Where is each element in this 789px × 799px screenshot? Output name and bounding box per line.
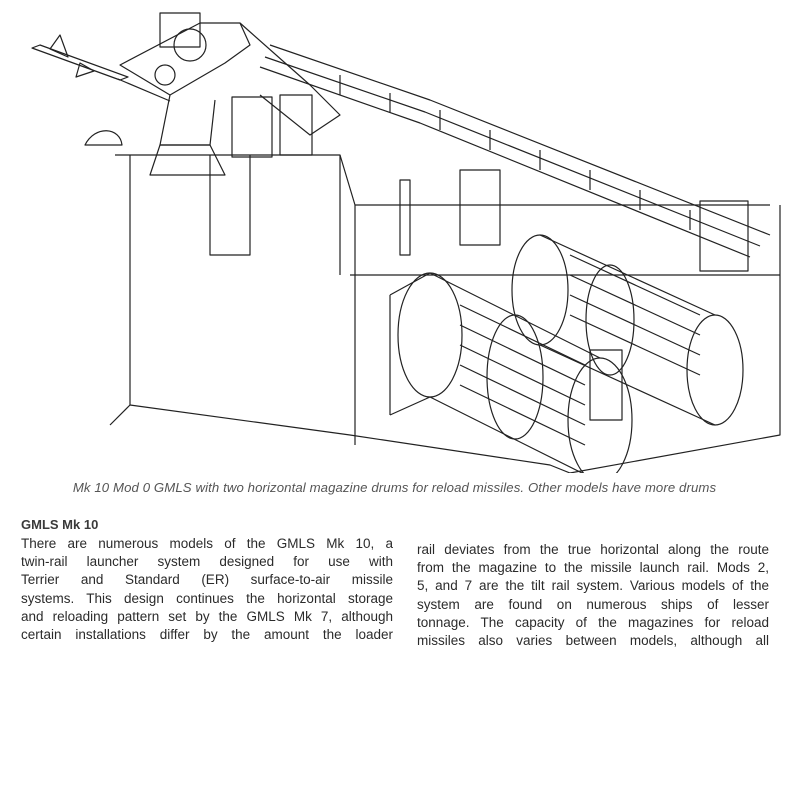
body-line: tonnage. The capacity of the magazines for reload: [417, 614, 769, 630]
launcher-system-illustration: [10, 5, 785, 473]
body-line: from the magazine to the missile launch rail. Mods 2,: [417, 560, 769, 576]
launcher-arm-drawing: [120, 13, 340, 145]
deck-cutaway-drawing: [110, 155, 780, 473]
article-left-column: [21, 535, 393, 644]
body-line: certain installations differ by the amount the loader: [21, 627, 393, 643]
missile-drawing: [32, 35, 170, 101]
body-line: twin-rail launcher system designed for use with: [21, 554, 393, 570]
article-right-column: [417, 541, 769, 650]
magazine-drum-back: [512, 235, 743, 425]
section-heading: GMLS Mk 10: [21, 517, 99, 532]
body-line: missiles also varies between models, although all: [417, 633, 769, 649]
body-line: Terrier and Standard (ER) surface-to-air missile: [21, 572, 393, 588]
body-line: 5, and 7 are the tilt rail system. Various models of the: [417, 578, 769, 594]
figure-caption: Mk 10 Mod 0 GMLS with two horizontal magazine drums for reload missiles. Other models have more drums: [72, 480, 717, 495]
body-line: and reloading pattern set by the GMLS Mk 7, although: [21, 608, 393, 624]
body-line: There are numerous models of the GMLS Mk 10, a: [21, 536, 393, 551]
loader-rail-drawing: [260, 45, 770, 257]
body-line: rail deviates from the true horizontal along the route: [417, 542, 769, 557]
body-line: systems. This design continues the horizontal storage: [21, 590, 393, 606]
magazine-drum-front: [390, 273, 632, 473]
body-line: system are found on numerous ships of lesser: [417, 596, 769, 612]
